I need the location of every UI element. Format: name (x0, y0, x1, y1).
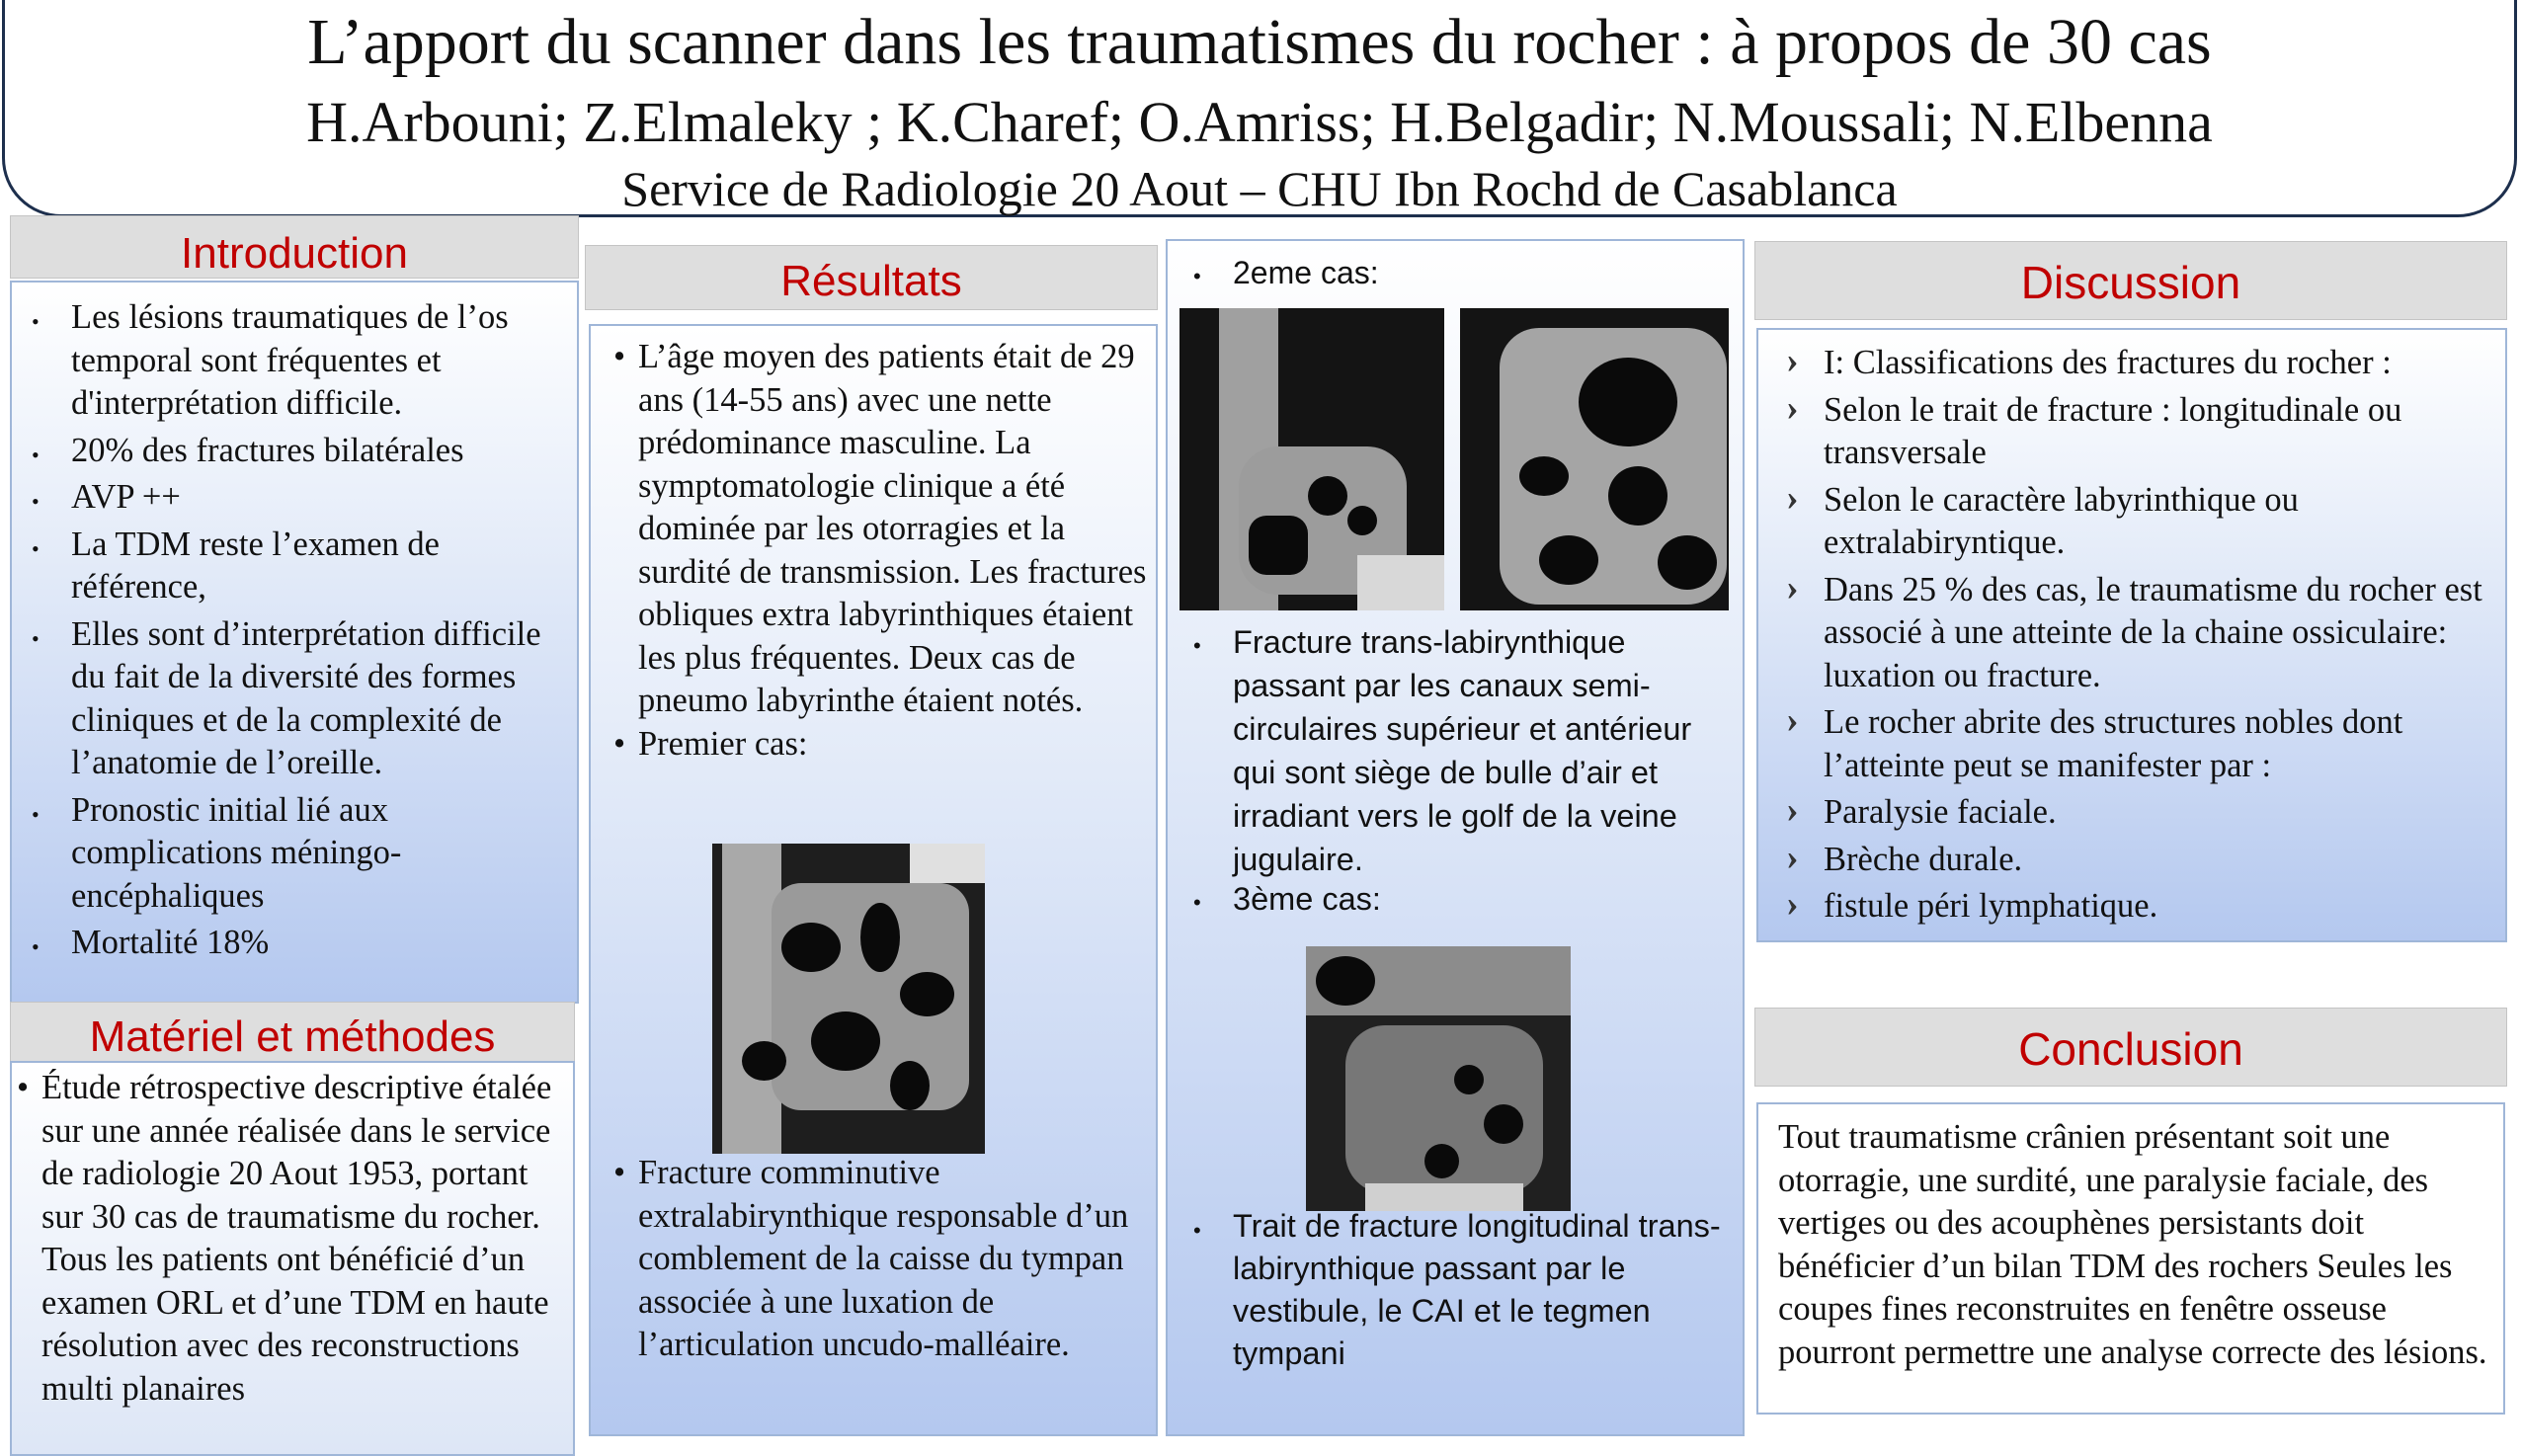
list-item: • Les lésions traumatiques de l’os temporal sont fréquentes et d'interprétation difficile. (71, 296, 570, 426)
case2-label-list (1233, 253, 1727, 292)
list-item: › I: Classifications des fractures du rocher : (1824, 342, 2495, 385)
ct-image-case-2a (1179, 308, 1444, 610)
resultats-list-top (638, 336, 1152, 766)
case-list (1233, 620, 1737, 921)
methodes-list (41, 1067, 575, 1411)
discussion-heading: Discussion (1754, 241, 2507, 320)
introduction-heading: Introduction (10, 215, 579, 279)
methodes-heading: Matériel et méthodes (10, 1002, 575, 1063)
list-item: › Brèche durale. (1824, 839, 2495, 882)
discussion-panel (1756, 328, 2507, 942)
poster-authors: H.Arbouni; Z.Elmaleky ; K.Charef; O.Amriss; H.Belgadir; N.Moussali; N.Elbenna (306, 90, 2213, 154)
introduction-panel (10, 281, 579, 1004)
resultats-list-bottom (638, 1152, 1152, 1367)
conclusion-panel (1756, 1102, 2505, 1415)
list-item: › Selon le trait de fracture : longitudinale ou transversale (1824, 389, 2495, 475)
case3-description: • Trait de fracture longitudinal trans-labirynthique passant par le vestibule, le CAI et le tegmen tympani (1233, 1205, 1737, 1375)
list-item: • Étude rétrospective descriptive étalée sur une année réalisée dans le service de radiologie 20 Aout 1953, portant sur 30 cas de traumatisme du rocher. Tous les patients ont bénéficié d’un examen ORL et d’une TDM en haute résolution avec des reconstructions multi planaires (41, 1067, 575, 1411)
list-item: • Elles sont d’interprétation difficile du fait de la diversité des formes cliniques et de la complexité de l’anatomie de l’oreille. (71, 613, 570, 785)
case3-list (1233, 1205, 1737, 1375)
resultats-heading: Résultats (585, 245, 1158, 310)
discussion-list (1824, 342, 2495, 929)
conclusion-text: Tout traumatisme crânien présentant soit une otorragie, une surdité, une paralysie faciale, des vertiges ou des acouphènes persistants doit bénéficier d’un bilan TDM des rochers Seules les coupes fines reconstruites en fenêtre osseuse pourront permettre une analyse correcte des lésions. (1778, 1118, 2487, 1371)
poster-affiliation: Service de Radiologie 20 Aout – CHU Ibn Rochd de Casablanca (621, 161, 1898, 216)
ct-image-case-2b (1460, 308, 1729, 610)
list-item: • La TDM reste l’examen de référence, (71, 524, 570, 609)
case2-description: • Fracture trans-labirynthique passant par les canaux semi-circulaires supérieur et antérieur qui sont siège de bulle d’air et irradiant vers le golf de la veine jugulaire. (1233, 620, 1737, 881)
list-item: › Dans 25 % des cas, le traumatisme du rocher est associé à une atteinte de la chaine ossiculaire: luxation ou fracture. (1824, 569, 2495, 698)
list-item: • Pronostic initial lié aux complications méningo-encéphaliques (71, 789, 570, 919)
list-item: • AVP ++ (71, 476, 570, 520)
conclusion-heading: Conclusion (1754, 1008, 2507, 1087)
list-item: • Fracture comminutive extralabirynthique responsable d’un comblement de la caisse du tympan associée à une luxation de l’articulation uncudo-malléaire. (638, 1152, 1152, 1367)
list-item: • 20% des fractures bilatérales (71, 430, 570, 473)
list-item: • Premier cas: (638, 723, 1152, 767)
resultats-panel (589, 324, 1158, 1436)
methodes-panel (10, 1061, 575, 1456)
poster-title: L’apport du scanner dans les traumatismes du rocher : à propos de 30 cas (307, 6, 2212, 78)
ct-image-case-1 (712, 844, 985, 1154)
poster-header (2, 0, 2517, 217)
list-item: › Selon le caractère labyrinthique ou extralabiryntique. (1824, 479, 2495, 565)
case3-label: • 3ème cas: (1233, 877, 1737, 921)
cases-panel (1166, 239, 1745, 1436)
introduction-list (71, 296, 570, 965)
list-item: • Mortalité 18% (71, 922, 570, 965)
case2-label: • 2eme cas: (1233, 253, 1727, 292)
list-item: › fistule péri lymphatique. (1824, 885, 2495, 929)
ct-image-case-3 (1306, 946, 1571, 1211)
list-item: › Le rocher abrite des structures nobles dont l’atteinte peut se manifester par : (1824, 701, 2495, 787)
list-item: › Paralysie faciale. (1824, 791, 2495, 835)
list-item: • L’âge moyen des patients était de 29 ans (14-55 ans) avec une nette prédominance masculine. La symptomatologie clinique a été dominée par les otorragies et la surdité de transmission. Les fractures obliques extra labyrinthiques étaient les plus fréquentes. Deux cas de pneumo labyrinthe étaient notés. (638, 336, 1152, 723)
